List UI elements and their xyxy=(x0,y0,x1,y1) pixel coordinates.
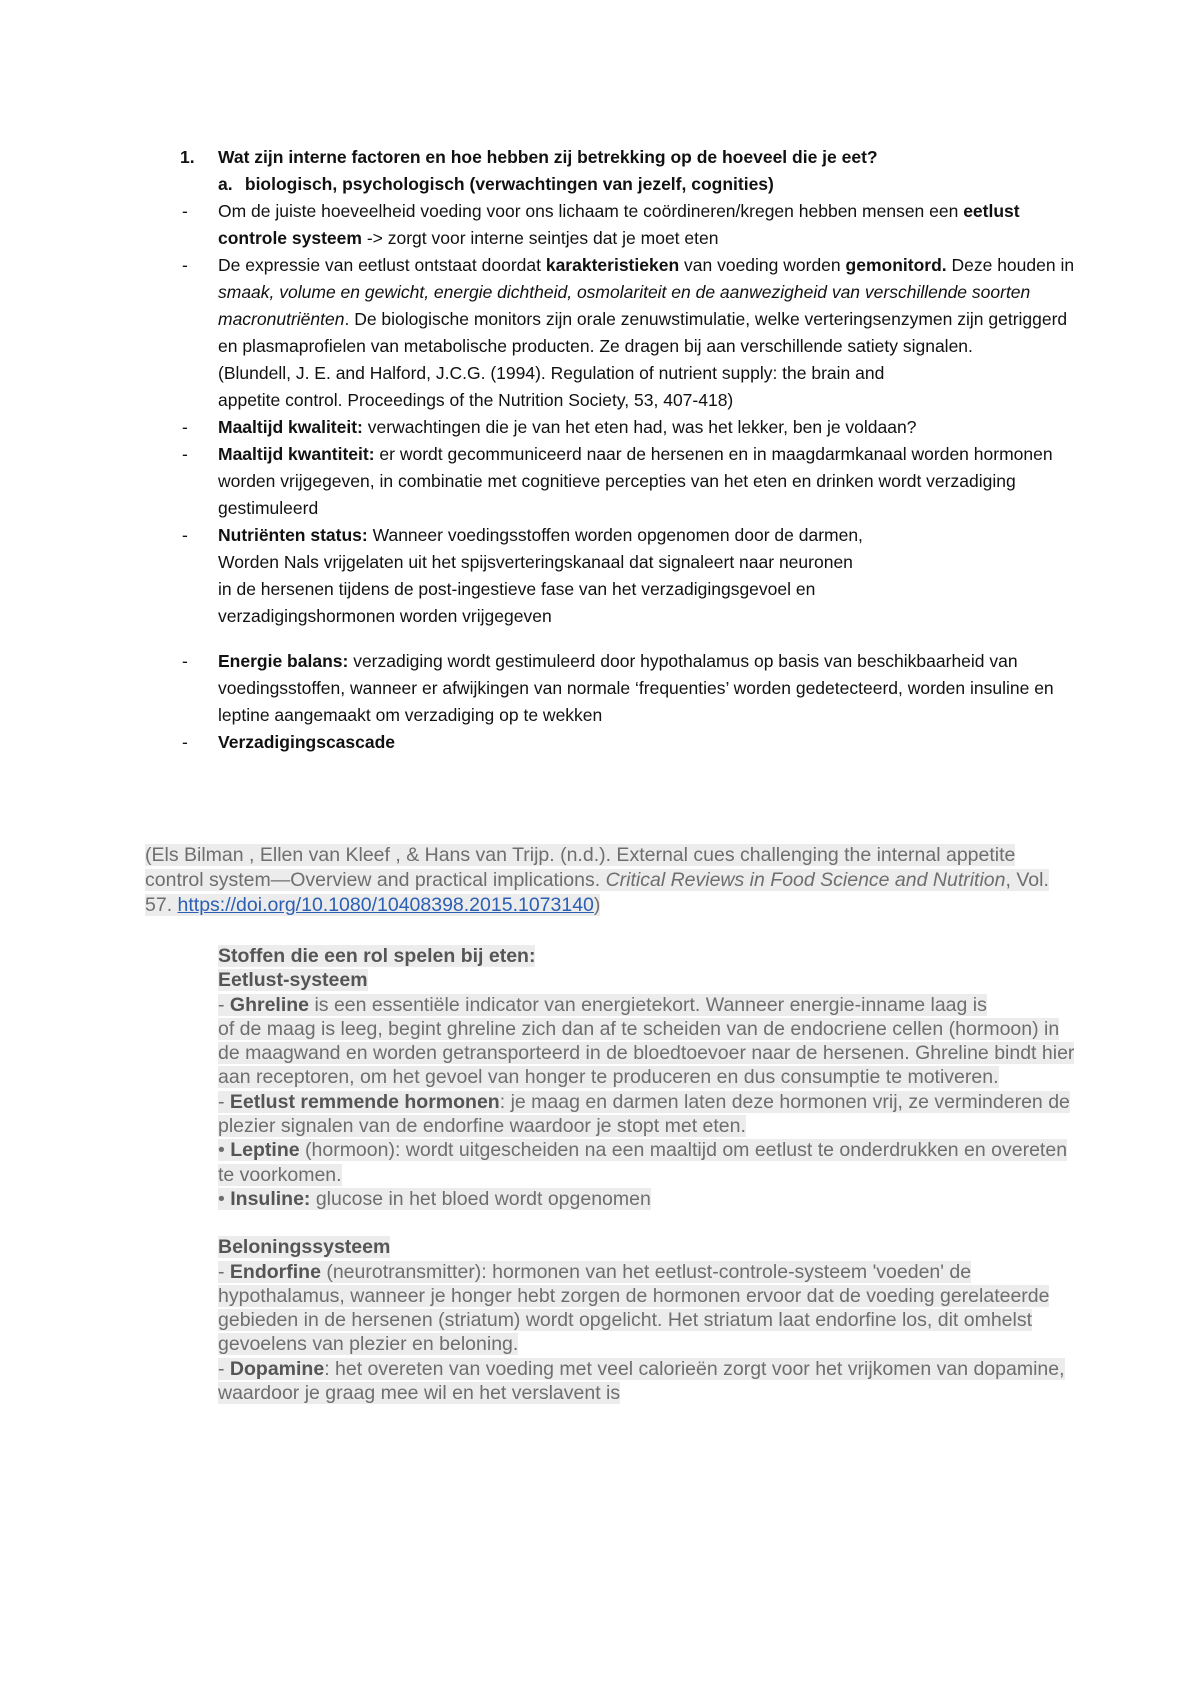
bullet-dash: - xyxy=(182,444,188,464)
citation-text: , Vol. 57. xyxy=(145,869,1049,916)
bullet-text: . De biologische monitors zijn orale zenuwstimulatie, welke verteringsenzymen zijn getriggerd en plasmaprofielen van metabolische producten. Ze dragen bij aan verschillende satiety signalen. xyxy=(218,309,1068,356)
bullet-verzadigingscascade xyxy=(180,729,1080,756)
insuline-item xyxy=(218,1187,1078,1211)
bullet-bold: gemonitord. xyxy=(845,255,947,275)
notes-section xyxy=(180,144,1080,756)
bullet-bold: Maaltijd kwaliteit: xyxy=(218,417,363,437)
leptine-item xyxy=(218,1138,1078,1187)
bullet-text: Worden Nals vrijgelaten uit het spijsverteringskanaal dat signaleert naar neuronen xyxy=(218,552,853,572)
citation-text: ) xyxy=(593,894,601,916)
stoffen-heading: Stoffen die een rol spelen bij eten: xyxy=(218,945,536,967)
bullet-dash: - xyxy=(182,417,188,437)
bullet-italic: smaak, volume en gewicht, energie dichtheid, osmolariteit en de aanwezigheid van verschillende soorten macronutriënten xyxy=(218,282,1031,329)
item-text: (hormoon): wordt uitgescheiden na een maaltijd om eetlust te onderdrukken en overeten te voorkomen. xyxy=(218,1139,1068,1186)
item-bold: Eetlust remmende hormonen xyxy=(229,1090,500,1113)
bullet-dash: - xyxy=(182,732,188,752)
item-bold: Ghreline xyxy=(229,993,310,1016)
bullet-maaltijd-kwaliteit xyxy=(180,414,1080,441)
item-text: : het overeten van voeding met veel calorieën zorgt voor het vrijkomen van dopamine, waardoor je graag mee wil en het verslavent is xyxy=(218,1357,1065,1405)
dopamine-item xyxy=(218,1357,1078,1406)
bullet-bold: eetlust controle systeem xyxy=(218,201,1020,248)
bullet-text: verzadigingshormonen worden vrijgegeven xyxy=(218,606,552,626)
item-text: (neurotransmitter): hormonen van het eetlust-controle-systeem 'voeden' de hypothalamus, wanneer je honger hebt zorgen de hormonen ervoor dat de voeding gerelateerde gebieden in de hersenen (striatum) wordt opgelicht. Het striatum laat endorfine los, dit omhelst gevoelens van plezier en beloning. xyxy=(218,1260,1050,1356)
bullet-dash: - xyxy=(182,255,188,275)
bullet-text: Wanneer voedingsstoffen worden opgenomen door de darmen, xyxy=(367,525,863,545)
bullet-energie-balans xyxy=(180,648,1080,729)
bullet-text: in de hersenen tijdens de post-ingestieve fase van het verzadigingsgevoel en xyxy=(218,579,816,599)
item-text: of de maag is leeg, begint ghreline zich dan af te scheiden van de endocriene cellen (hormoon) in de maagwand en worden getransporteerd in de bloedtoevoer naar de hersenen. Ghreline bindt hier aan receptoren, om het gevoel van honger te produceren en dus consumptie te motiveren. xyxy=(218,1017,1075,1089)
bullet-text: Deze houden in xyxy=(946,255,1075,275)
bullet-text: verzadiging wordt gestimuleerd door hypothalamus op basis van beschikbaarheid van voedingsstoffen, wanneer er afwijkingen van normale ‘frequenties’ worden gedetecteerd, worden insuline en leptine aangemaakt om verzadiging op te wekken xyxy=(218,651,1054,725)
bullet-bold: Nutriënten status: xyxy=(218,525,368,545)
bullet-bold: Maaltijd kwantiteit: xyxy=(218,444,375,464)
bullet-nutrienten-status xyxy=(180,522,1080,630)
bullet-text: er wordt gecommuniceerd naar de hersenen en in maagdarmkanaal worden hormonen worden vrijgegeven, in combinatie met cognitieve percepties van het eten en drinken wordt verzadiging gestimuleerd xyxy=(218,444,1053,518)
item-prefix: • xyxy=(218,1139,231,1162)
spacer xyxy=(180,630,1080,648)
ghreline-item xyxy=(218,993,1078,1017)
item-prefix: - xyxy=(218,993,230,1016)
bullet-dash: - xyxy=(182,201,188,221)
beloningssysteem-heading: Beloningssysteem xyxy=(218,1236,391,1259)
item-text: is een essentiële indicator van energietekort. Wanneer energie-inname laag is xyxy=(309,993,987,1016)
bullet-dash: - xyxy=(182,651,188,671)
item-bold: Leptine xyxy=(230,1139,300,1162)
bullet-eetlust-controle xyxy=(180,198,1080,252)
question-1 xyxy=(180,144,1080,171)
citation-text: (Els Bilman , Ellen van Kleef , & Hans van Trijp. (n.d.). External cues challenging the internal appetite control system—Overview and practical implications. xyxy=(145,844,1016,891)
bullet-text: De expressie van eetlust ontstaat doordat xyxy=(218,255,546,275)
item-text: : je maag en darmen laten deze hormonen vrij, ze verminderen de plezier signalen van de endorfine waardoor je stopt met eten. xyxy=(218,1090,1070,1138)
bullet-dash: - xyxy=(182,525,188,545)
bullet-expressie xyxy=(180,252,1080,414)
sub-item-text: biologisch, psychologisch (verwachtingen van jezelf, cognities) xyxy=(244,174,774,194)
bullet-text: Om de juiste hoeveelheid voeding voor ons lichaam te coördineren/kregen hebben mensen een xyxy=(218,201,964,221)
sub-item-letter: a. xyxy=(218,174,233,194)
reference-line: appetite control. Proceedings of the Nutrition Society, 53, 407-418) xyxy=(218,390,734,410)
question-number: 1. xyxy=(180,147,195,167)
eetlust-remmende-item xyxy=(218,1090,1078,1139)
bullet-maaltijd-kwantiteit xyxy=(180,441,1080,522)
item-prefix: - xyxy=(218,1260,230,1283)
eetlust-systeem-heading: Eetlust-systeem xyxy=(218,969,368,992)
item-prefix: - xyxy=(218,1357,230,1380)
spacer xyxy=(218,1211,1078,1235)
ghreline-item-continued xyxy=(218,1017,1078,1090)
item-bold: Endorfine xyxy=(229,1260,321,1283)
bullet-bold: Energie balans: xyxy=(218,651,349,671)
endorfine-item xyxy=(218,1260,1078,1357)
item-bold: Insuline: xyxy=(230,1187,311,1210)
citation xyxy=(145,843,1075,918)
bullet-bold: Verzadigingscascade xyxy=(218,732,396,752)
item-prefix: - xyxy=(218,1090,230,1113)
question-text: Wat zijn interne factoren en hoe hebben zij betrekking op de hoeveel die je eet? xyxy=(218,147,878,167)
doi-link[interactable]: https://doi.org/10.1080/10408398.2015.1073140 xyxy=(177,894,594,916)
reference-line: (Blundell, J. E. and Halford, J.C.G. (1994). Regulation of nutrient supply: the brain and xyxy=(218,363,885,383)
bullet-text: verwachtingen die je van het eten had, was het lekker, ben je voldaan? xyxy=(362,417,917,437)
item-text: glucose in het bloed wordt opgenomen xyxy=(310,1187,651,1210)
item-prefix: • xyxy=(218,1187,231,1210)
stoffen-section xyxy=(218,944,1078,1405)
item-bold: Dopamine xyxy=(229,1357,325,1380)
sub-item-a xyxy=(180,171,1080,198)
bullet-text: van voeding worden xyxy=(679,255,846,275)
bullet-bold: karakteristieken xyxy=(545,255,680,275)
citation-journal: Critical Reviews in Food Science and Nutrition xyxy=(605,869,1006,891)
bullet-text: -> zorgt voor interne seintjes dat je moet eten xyxy=(361,228,719,248)
